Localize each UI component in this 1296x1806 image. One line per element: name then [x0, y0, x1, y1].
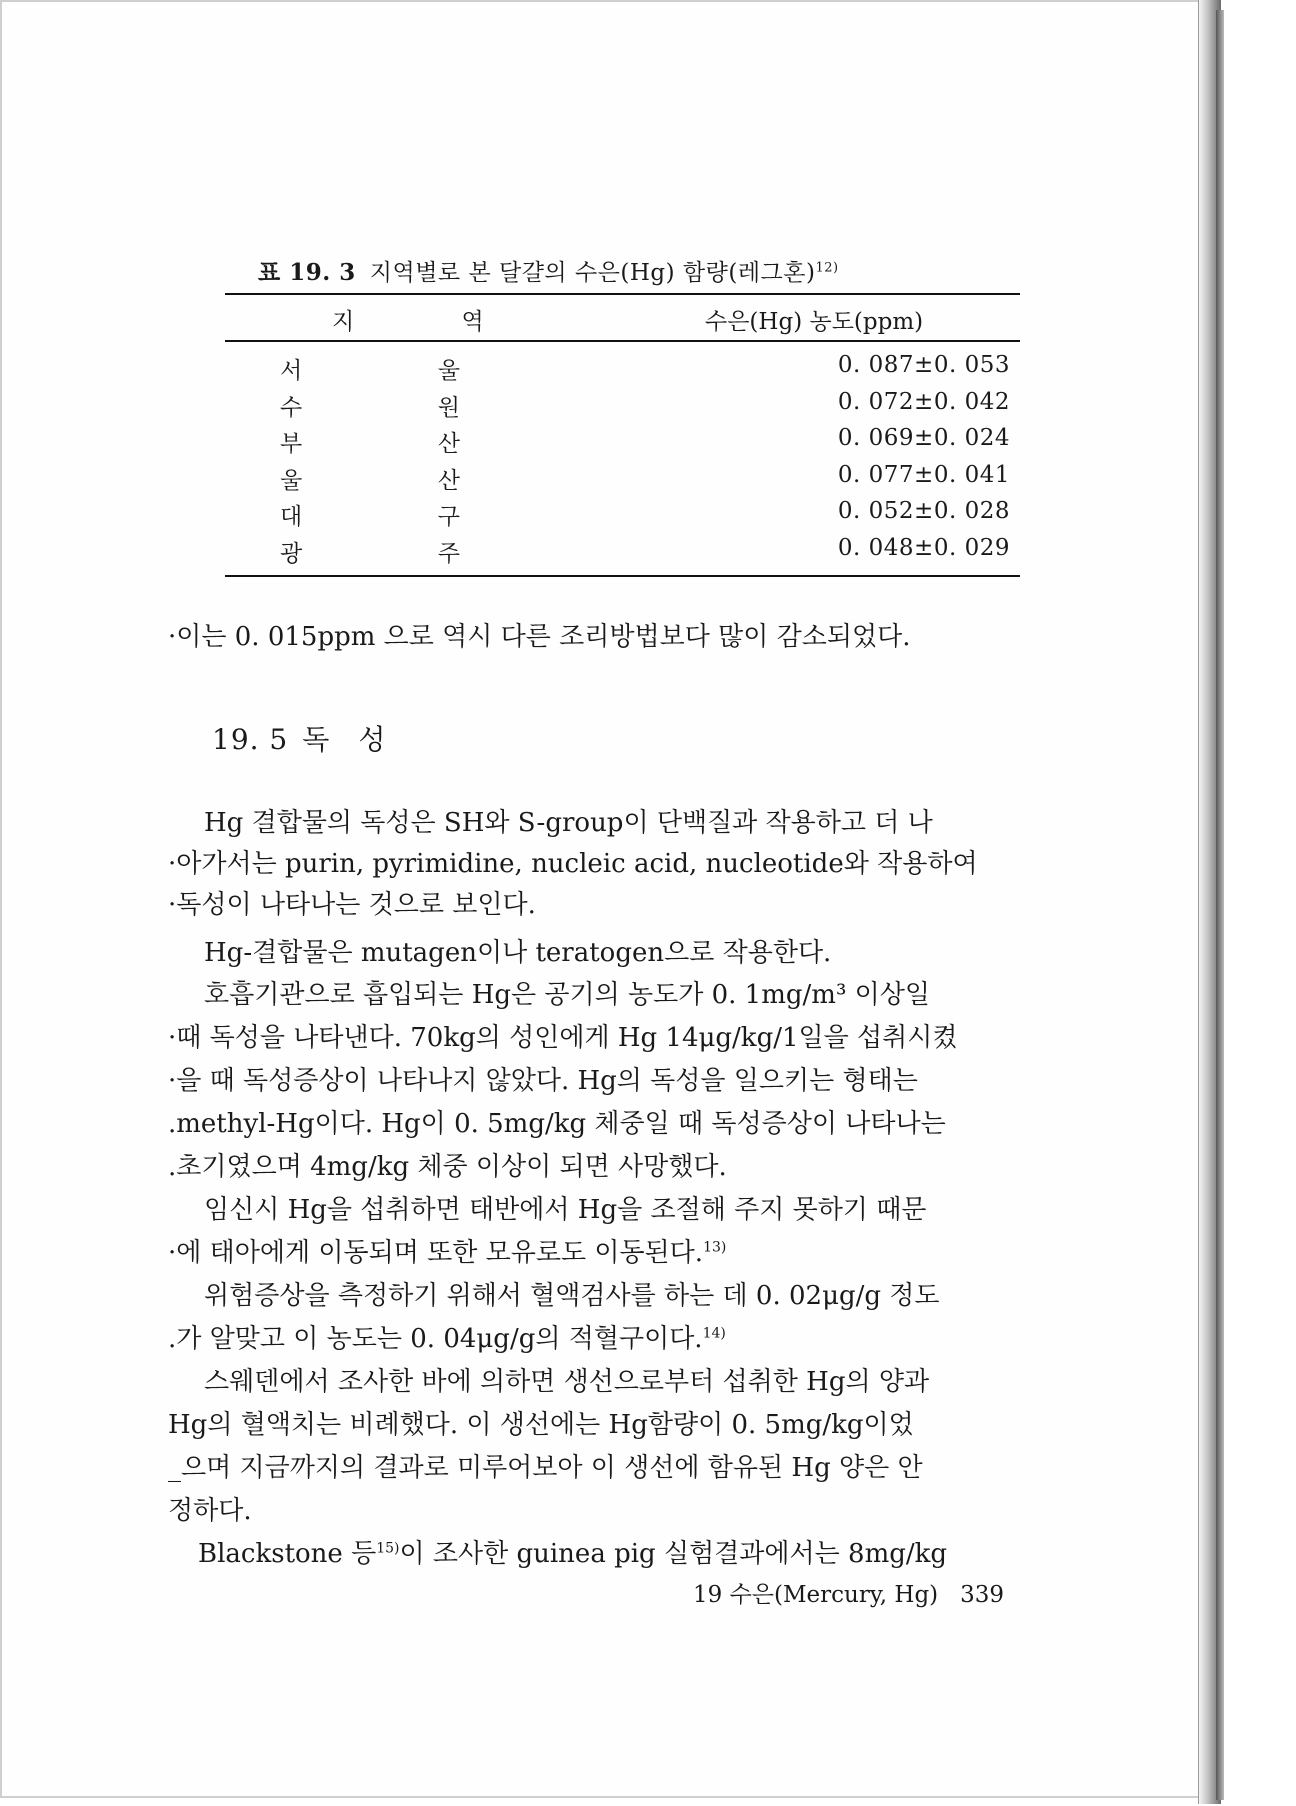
region-char: 광 — [280, 540, 303, 567]
body-line — [168, 1318, 726, 1355]
body-line: 호흡기관으로 흡입되는 Hg은 공기의 농도가 0. 1mg/m³ 이상일 — [204, 980, 930, 1010]
footnote-ref: 15) — [376, 1540, 400, 1557]
section-title-second: 성 — [358, 723, 387, 756]
region-char: 산 — [437, 467, 460, 494]
region-char: 서 — [280, 358, 303, 384]
value-cell: 0. 072±0. 042 — [837, 388, 1010, 415]
body-line: ·을 때 독성증상이 나타나지 않았다. Hg의 독성을 일으키는 형태는 — [168, 1066, 918, 1096]
body-line: 위험증상을 측정하기 위해서 혈액검사를 하는 데 0. 02μg/g 정도 — [204, 1281, 940, 1311]
body-line-text: Blackstone 등 — [198, 1539, 377, 1569]
body-line: ·독성이 나타나는 것으로 보인다. — [168, 890, 536, 920]
region-char: 울 — [280, 467, 303, 494]
body-line: 정하다. — [168, 1496, 252, 1526]
value-cell: 0. 087±0. 053 — [837, 352, 1010, 378]
footnote-ref: 14) — [702, 1325, 726, 1342]
col-header-region: 지 역 — [332, 309, 534, 335]
region-char: 대 — [280, 504, 303, 530]
value-cell: 0. 069±0. 024 — [837, 425, 1010, 451]
body-line: 임신시 Hg을 섭취하면 태반에서 Hg을 조절해 주지 못하기 때문 — [204, 1195, 927, 1225]
intro-line: ·이는 0. 015ppm 으로 역시 다른 조리방법보다 많이 감소되었다. — [168, 622, 911, 652]
region-char: 산 — [437, 431, 460, 457]
value-cell: 0. 077±0. 041 — [837, 461, 1010, 488]
body-line: ·아가서는 purin, pyrimidine, nucleic acid, nucleotide와 작용하여 — [168, 849, 978, 879]
body-line-text: .가 알맞고 이 농도는 0. 04μg/g의 적혈구이다. — [168, 1324, 703, 1354]
section-number: 19. 5 — [212, 723, 289, 756]
region-char: 수 — [280, 394, 303, 421]
table-caption-ref: 12) — [815, 260, 839, 276]
page-footer — [693, 1576, 1004, 1609]
footnote-ref: 13) — [703, 1239, 727, 1256]
body-line: Hg-결합물은 mutagen이나 teratogen으로 작용한다. — [204, 938, 832, 968]
body-line — [168, 1232, 726, 1269]
body-line: ·때 독성을 나타낸다. 70kg의 성인에게 Hg 14μg/kg/1일을 섭취시켰 — [168, 1023, 958, 1053]
value-cell: 0. 048±0. 029 — [837, 534, 1010, 561]
body-line: _으며 지금까지의 결과로 미루어보아 이 생선에 함유된 Hg 양은 안 — [168, 1453, 923, 1483]
region-char: 부 — [280, 431, 303, 457]
region-char: 주 — [437, 540, 460, 567]
body-line — [198, 1533, 947, 1570]
col-header-concentration: 수은(Hg) 농도(ppm) — [705, 309, 924, 335]
body-line-text: ·에 태아에게 이동되며 또한 모유로도 이동된다. — [168, 1238, 704, 1268]
table-caption-text: 지역별로 본 달걀의 수은(Hg) 함량(레그혼) — [369, 260, 816, 286]
section-title-first: 독 — [302, 723, 331, 756]
body-line: Hg의 혈액치는 비례했다. 이 생선에는 Hg함량이 0. 5mg/kg이었 — [168, 1410, 914, 1440]
body-line: 스웨덴에서 조사한 바에 의하면 생선으로부터 섭취한 Hg의 양과 — [204, 1367, 930, 1397]
running-head: 19 수은(Mercury, Hg) — [693, 1582, 939, 1608]
body-line: Hg 결합물의 독성은 SH와 S-group이 단백질과 작용하고 더 나 — [204, 808, 933, 838]
body-line: .초기였으며 4mg/kg 체중 이상이 되면 사망했다. — [168, 1152, 727, 1182]
body-line: .methyl-Hg이다. Hg이 0. 5mg/kg 체중일 때 독성증상이 나타나는 — [168, 1109, 946, 1139]
region-char: 원 — [437, 394, 460, 421]
region-char: 구 — [437, 504, 460, 530]
table-caption-number: 표 19. 3 — [258, 259, 356, 286]
page-number: 339 — [960, 1582, 1005, 1608]
region-char: 울 — [437, 358, 460, 384]
body-line-text: 이 조사한 guinea pig 실험결과에서는 8mg/kg — [399, 1539, 948, 1569]
value-cell: 0. 052±0. 028 — [837, 498, 1010, 524]
